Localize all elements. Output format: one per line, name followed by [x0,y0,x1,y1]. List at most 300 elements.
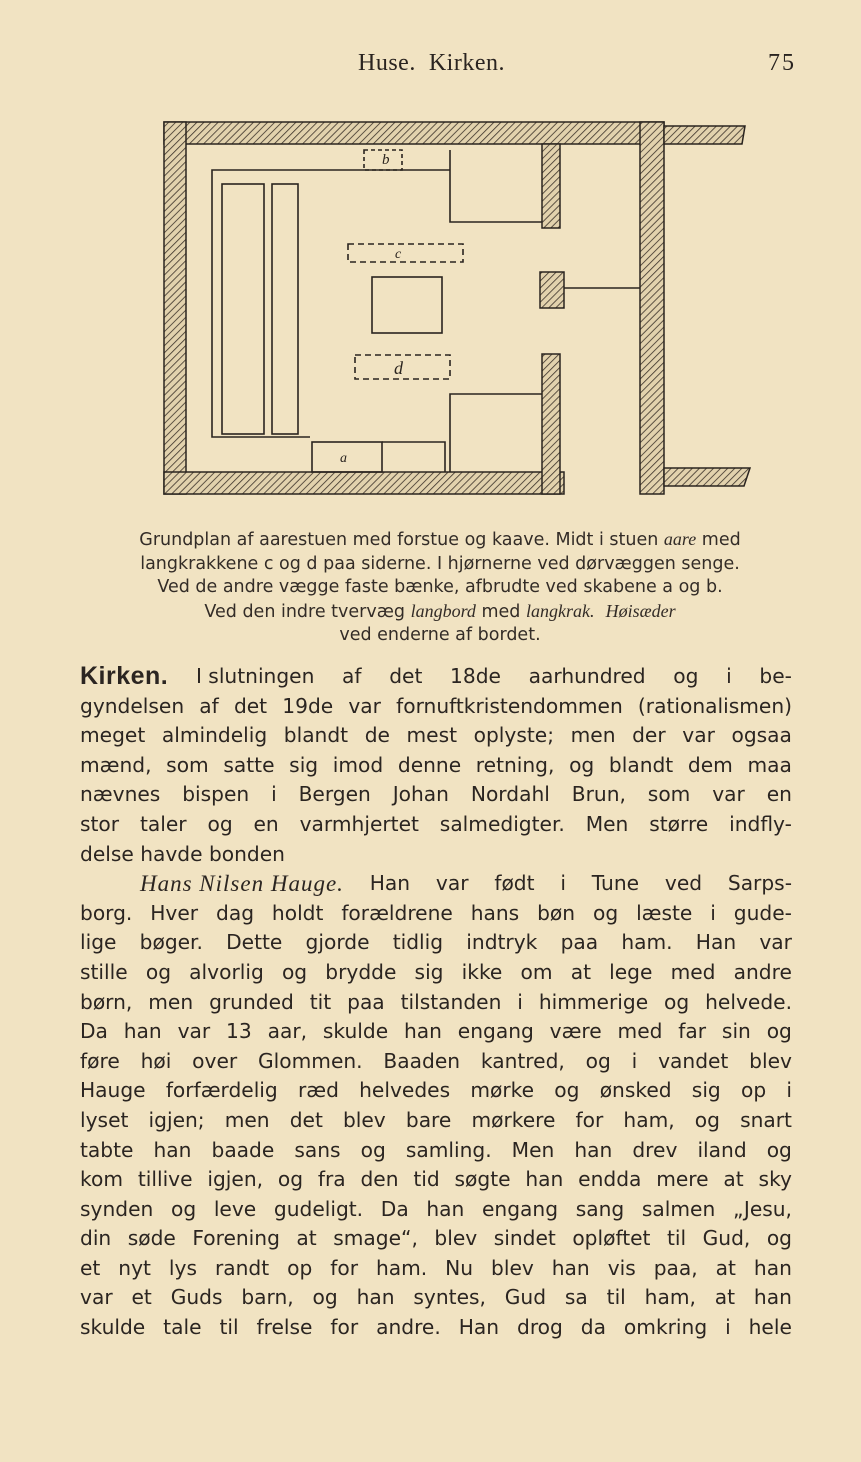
word: være [549,1019,602,1044]
bench-c [348,244,463,262]
word: endda [578,1167,642,1192]
word: varmhjertet [299,811,419,836]
word: var [435,871,469,896]
wall-bottom [164,472,564,494]
word: høi [140,1048,172,1073]
page-number: 75 [768,50,796,76]
word: for [330,1315,359,1340]
word: 13 [226,1019,252,1044]
word: i [786,1078,792,1103]
word: hele [748,1315,792,1340]
word: Hver [150,900,199,925]
word: Dette [226,930,283,955]
word: en [766,782,792,807]
page-header [0,50,861,80]
word: grunded [209,989,294,1014]
word: (rationalismen) [637,693,792,718]
text-line [80,1047,792,1077]
text-line [80,1076,792,1106]
word: denne [397,752,462,777]
word: han [123,1019,162,1044]
word: var [712,782,745,807]
word: bispen [182,782,250,807]
word: Johan [392,782,449,807]
text-line [80,1254,792,1284]
word: føre [80,1048,120,1073]
word: ikke [461,959,503,984]
caption-text: Ved de andre vægge faste bænke, afbrudte ved skabene a og b. [157,577,723,598]
word: og [170,1196,197,1221]
word: mørkere [471,1107,556,1132]
label-a: a [340,451,347,466]
section-heading: Kirken. [80,662,169,690]
word: stille [80,959,128,984]
word: og [585,1048,611,1073]
word: „Jesu, [732,1196,792,1221]
label-d: d [394,358,403,378]
word: helvede. [705,989,792,1014]
word: Han [695,930,737,955]
word: Han [369,871,411,896]
word: om [520,959,553,984]
word: smage“, [333,1226,418,1251]
word: som [166,752,209,777]
word: blandt [283,723,349,748]
word: bøger. [139,930,203,955]
word: holdt [271,900,324,925]
word: han [574,1137,613,1162]
word: delse havde bonden [80,841,285,866]
text-line [80,899,792,929]
word: og [145,959,172,984]
word: hans [470,900,520,925]
word: ræd [297,1078,339,1103]
word: han [153,1137,192,1162]
word: drog [517,1315,563,1340]
word: og [312,1285,338,1310]
word: i [710,900,716,925]
partition-stub [540,272,564,308]
word: himmerige [538,989,649,1014]
caption-italic: langbord [410,600,476,621]
word: ham, [623,1107,675,1132]
text-line [80,810,792,840]
word: Gud, [702,1226,751,1251]
word: Gud [504,1285,547,1310]
word: oplyste; [473,723,555,748]
word: ønsked [599,1078,672,1103]
word: taler [139,811,187,836]
bench-inner-line [212,170,450,437]
word: helvedes [359,1078,451,1103]
text-line [80,780,792,810]
word: paa [560,930,599,955]
kaave-upper-bed [450,150,542,222]
word: tid [413,1167,440,1192]
word: over [192,1048,238,1073]
word: Forening [192,1226,280,1251]
word: randt [214,1255,270,1280]
word: det [233,693,268,718]
word: tit [309,989,332,1014]
word: sig [691,1078,721,1103]
word: 18de [450,664,501,688]
word: tale [163,1315,202,1340]
partition-lower [542,354,560,494]
text-line [80,1283,792,1313]
word: for [575,1107,604,1132]
word: snart [740,1107,792,1132]
word: men [570,723,616,748]
word: de [364,723,390,748]
word: større [649,811,709,836]
word: det [389,664,423,688]
word: da [580,1315,606,1340]
word: salmedigter. [439,811,565,836]
word: imod [332,752,384,777]
outer-walls [164,122,664,494]
word: sans [294,1137,341,1162]
word: bøn [537,900,576,925]
word: Nu [445,1255,474,1280]
cupboard-a [312,442,382,472]
text-line [80,1165,792,1195]
word: og [554,1078,580,1103]
word: far [678,1019,707,1044]
word: engang [482,1196,559,1221]
word: med [670,959,716,984]
word: mørke [470,1078,535,1103]
word: ved [664,871,703,896]
word: og [766,1137,792,1162]
caption-line [70,528,810,553]
word: Brun, [571,782,626,807]
word: og [673,664,699,688]
caption-italic: aare [663,529,697,549]
word: den [360,1167,399,1192]
word: i [517,989,523,1014]
text-line [80,1224,792,1254]
label-c: c [395,247,402,262]
text-line [80,721,792,751]
text-line [80,692,792,722]
word: Men [511,1137,555,1162]
text-line [80,869,792,899]
caption-line [70,624,810,648]
word: fra [317,1167,346,1192]
text-line [80,1313,792,1343]
word: op [287,1255,313,1280]
word: Glommen. [258,1048,363,1073]
word: Nordahl [470,782,550,807]
word: og [360,1137,386,1162]
word: han [525,1167,564,1192]
word: nyt [118,1255,151,1280]
word: andre. [376,1315,441,1340]
caption-italic: langkrak. [525,600,595,621]
word: paa [347,989,385,1014]
word: syntes, [413,1285,486,1310]
word: lige [80,930,117,955]
label-b: b [382,152,390,168]
word: Da [380,1196,409,1221]
word: frelse [256,1315,313,1340]
word: din [80,1226,112,1251]
word: at [714,1285,736,1310]
word: synden [80,1196,154,1221]
word: ogsaa [731,723,792,748]
word: for [330,1255,358,1280]
word: en [253,811,279,836]
word: sig [414,959,444,984]
word: Han [458,1315,500,1340]
running-title: Huse. Kirken. [358,50,505,76]
word: sang [575,1196,625,1221]
word: Men [585,811,629,836]
word: og [281,959,308,984]
caption-text: langkrakkene c og d paa siderne. I hjørnerne ved dørvæggen senge. [140,553,740,574]
word: drev [632,1137,678,1162]
word: tilstanden [400,989,502,1014]
caption-text: Grundplan af aarestuen med forstue og kaave. Midt i stuen [139,530,664,550]
text-line [80,1106,792,1136]
word: at [570,959,591,984]
word: engang [457,1019,534,1044]
word: igjen, [207,1167,264,1192]
body-text [80,662,792,1343]
word: og [592,900,619,925]
word: salmen [641,1196,716,1221]
text-line [80,988,792,1018]
word: med [617,1019,663,1044]
word: et [80,1255,101,1280]
word: at [296,1226,317,1251]
word: Hauge [80,1078,146,1103]
word: blandt [608,752,674,777]
word: men [148,989,194,1014]
word: dem [687,752,733,777]
word: han [753,1255,792,1280]
word: mænd, [80,752,152,777]
word: han [753,1285,792,1310]
word: bare [405,1107,452,1132]
word: et [131,1285,152,1310]
word: aarhundred [528,664,646,688]
text-line [80,840,792,870]
word: læste [636,900,693,925]
word: kom [80,1167,123,1192]
caption-line [70,576,810,600]
word: tidlig [392,930,444,955]
word: meget [80,723,146,748]
text-line [80,1017,792,1047]
word: ham. [375,1255,428,1280]
word: fornuftkristendommen [396,693,623,718]
caption-text [594,602,605,622]
word: samling. [405,1137,492,1162]
text-line [80,958,792,988]
word: be- [759,664,792,688]
word: i [725,1315,731,1340]
word: ham. [621,930,673,955]
word: Bergen [298,782,371,807]
word: igjen; [148,1107,205,1132]
word: 19de [282,693,334,718]
word: I slutningen [195,664,315,688]
word: Hans Nilsen Hauge. [140,871,344,897]
word: tillive [137,1167,193,1192]
word: lys [168,1255,197,1280]
word: skulde [80,1315,146,1340]
word: stor [80,811,120,836]
wall-extensions [664,126,750,486]
word: søgte [454,1167,511,1192]
floor-plan-figure [150,112,770,512]
word: der [632,723,666,748]
caption-line [70,553,810,577]
word: Sarps- [727,871,792,896]
word: blev [491,1255,534,1280]
word: blev [342,1107,386,1132]
word: søde [127,1226,176,1251]
word: borg. [80,900,133,925]
word: mest [406,723,458,748]
word: at [715,1255,736,1280]
word: han [551,1255,590,1280]
word: barn, [241,1285,294,1310]
word: andre [733,959,792,984]
word: op [740,1078,767,1103]
word: og [664,989,690,1014]
word: var [177,1019,211,1044]
table-langbord [372,277,442,333]
word: tabte [80,1137,134,1162]
word: at [723,1167,744,1192]
word: og [766,1019,792,1044]
word: lege [609,959,653,984]
word: Guds [170,1285,223,1310]
word: var [80,1285,113,1310]
wall-right [640,122,664,494]
word: forældrene [341,900,453,925]
furniture [212,150,640,472]
word: var [348,693,381,718]
word: i [726,664,732,688]
floor-plan-drawing [150,112,770,512]
caption-text: Ved den indre tvervæg [204,601,411,622]
word: var [682,723,715,748]
word: forfærdelig [165,1078,278,1103]
word: gude- [733,900,792,925]
word: og [766,1226,792,1251]
word: lyset [80,1107,129,1132]
word: sky [758,1167,792,1192]
word: blev [749,1048,792,1073]
bench-bottom [382,442,445,472]
word: til [219,1315,239,1340]
word: satte [223,752,275,777]
text-line [80,662,792,692]
word: det [289,1107,323,1132]
word: vandet [658,1048,729,1073]
wall-top [164,122,664,144]
word: kantred, [480,1048,565,1073]
word: født [494,871,535,896]
word: han [356,1285,395,1310]
word: ham, [644,1285,696,1310]
word: til [666,1226,687,1251]
word: i [560,871,566,896]
partition-upper [542,144,560,228]
word: han [426,1196,465,1221]
caption-italic: Høisæder [605,600,676,621]
text-line [80,1195,792,1225]
word: sig [289,752,319,777]
word: brydde [325,959,397,984]
word: i [631,1048,638,1073]
word: i [271,782,277,807]
word: af [342,664,362,688]
word: vis [607,1255,636,1280]
word: sin [721,1019,751,1044]
text-line [80,928,792,958]
word: opløftet [572,1226,651,1251]
text-line [80,1136,792,1166]
word: iland [697,1137,747,1162]
word: Da [80,1019,108,1044]
word: alvorlig [189,959,264,984]
word: var [759,930,792,955]
word: baade [211,1137,275,1162]
caption-line [70,600,810,625]
word: gudeligt. [273,1196,364,1221]
word: sindet [493,1226,556,1251]
word: og [569,752,595,777]
bed-right [272,184,298,434]
word: gyndelsen [80,693,185,718]
word: som [647,782,691,807]
word: men [224,1107,270,1132]
word: blev [434,1226,478,1251]
word: paa, [653,1255,698,1280]
word: skulde [322,1019,389,1044]
figure-caption [70,528,810,648]
word: indtryk [466,930,538,955]
word: sa [564,1285,588,1310]
text-line [80,751,792,781]
word: og [207,811,233,836]
word: maa [747,752,792,777]
word: børn, [80,989,133,1014]
word: almindelig [161,723,268,748]
word: dag [216,900,255,925]
word: og [277,1167,304,1192]
word: aar, [267,1019,308,1044]
caption-text: med [475,601,526,622]
caption-text: ved enderne af bordet. [339,625,541,646]
kaave-lower-bed [450,394,542,472]
word: mere [656,1167,709,1192]
word: nævnes [80,782,161,807]
caption-text: med [696,530,741,550]
wall-left [164,122,186,494]
word: omkring [623,1315,708,1340]
word: til [606,1285,626,1310]
word: leve [213,1196,257,1221]
word: indfly- [729,811,792,836]
word: Tune [591,871,640,896]
word: han [403,1019,442,1044]
